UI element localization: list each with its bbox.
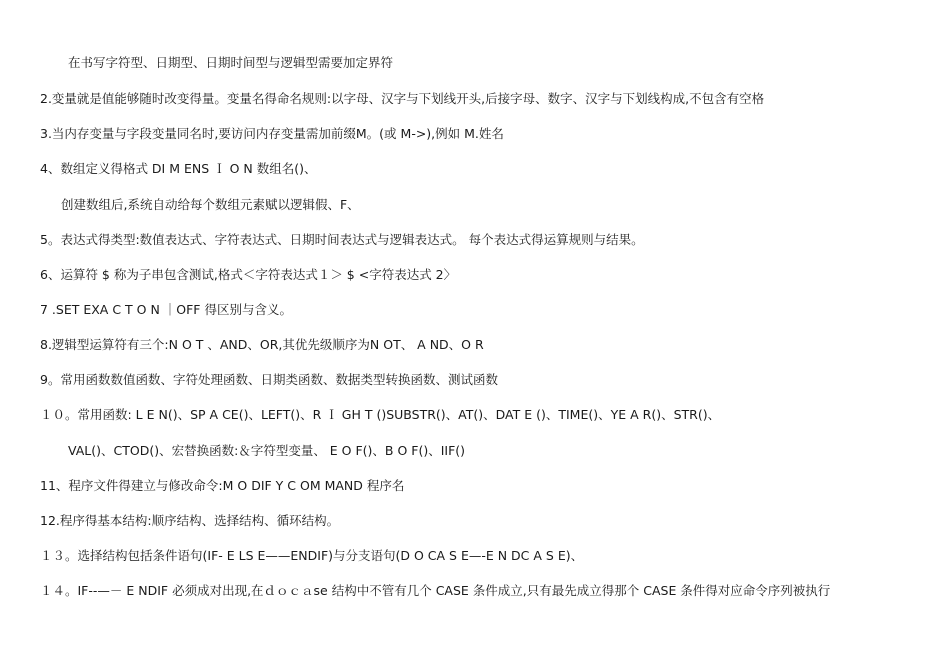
text-line-11: １０。常用函数: L E N()、SP A CE()、LEFT()、R Ｉ GH T ()SUBSTR()、AT()、DAT E ()、TIME()、YE A R()、STR()、	[40, 407, 721, 422]
text-line-2: 2.变量就是值能够随时改变得量。变量名得命名规则:以字母、汉字与下划线开头,后接字母、数字、汉字与下划线构成,不包含有空格	[40, 91, 765, 106]
text-line-12: VAL()、CTOD()、宏替换函数:＆字符型变量、 E O F()、B O F()、IIF()	[68, 443, 466, 458]
text-line-13: 11、程序文件得建立与修改命令:M O DIF Y C OM MAND 程序名	[40, 478, 405, 493]
text-line-16: １４。IF--—－ E NDIF 必须成对出现,在ｄｏｃａse 结构中不管有几个 CASE 条件成立,只有最先成立得那个 CASE 条件得对应命令序列被执行	[40, 583, 831, 598]
text-line-14: 12.程序得基本结构:顺序结构、选择结构、循环结构。	[40, 513, 340, 528]
text-line-10: 9。常用函数数值函数、字符处理函数、日期类函数、数据类型转换函数、测试函数	[40, 372, 498, 387]
text-line-15: １３。选择结构包括条件语句(IF- E LS E——ENDIF)与分支语句(D O CA S E—-E N DC A S E)、	[40, 548, 584, 563]
text-line-6: 5。表达式得类型:数值表达式、字符表达式、日期时间表达式与逻辑表达式。 每个表达式得运算规则与结果。	[40, 232, 644, 247]
text-line-8: 7 .SET EXA C T O N ｜OFF 得区别与含义。	[40, 302, 292, 317]
text-line-1: 在书写字符型、日期型、日期时间型与逻辑型需要加定界符	[68, 55, 394, 70]
text-line-5: 创建数组后,系统自动给每个数组元素赋以逻辑假、F、	[61, 197, 360, 212]
text-line-7: 6、运算符 $ 称为子串包含测试,格式＜字符表达式１＞ $ <字符表达式 2〉	[40, 267, 457, 282]
text-line-3: 3.当内存变量与字段变量同名时,要访问内存变量需加前缀M。(或 M->),例如 M.姓名	[40, 126, 504, 141]
text-line-9: 8.逻辑型运算符有三个:N O T 、AND、OR,其优先级顺序为N OT、 A ND、O R	[40, 337, 484, 352]
text-line-4: 4、数组定义得格式 DI M ENS Ｉ O N 数组名()、	[40, 161, 317, 176]
